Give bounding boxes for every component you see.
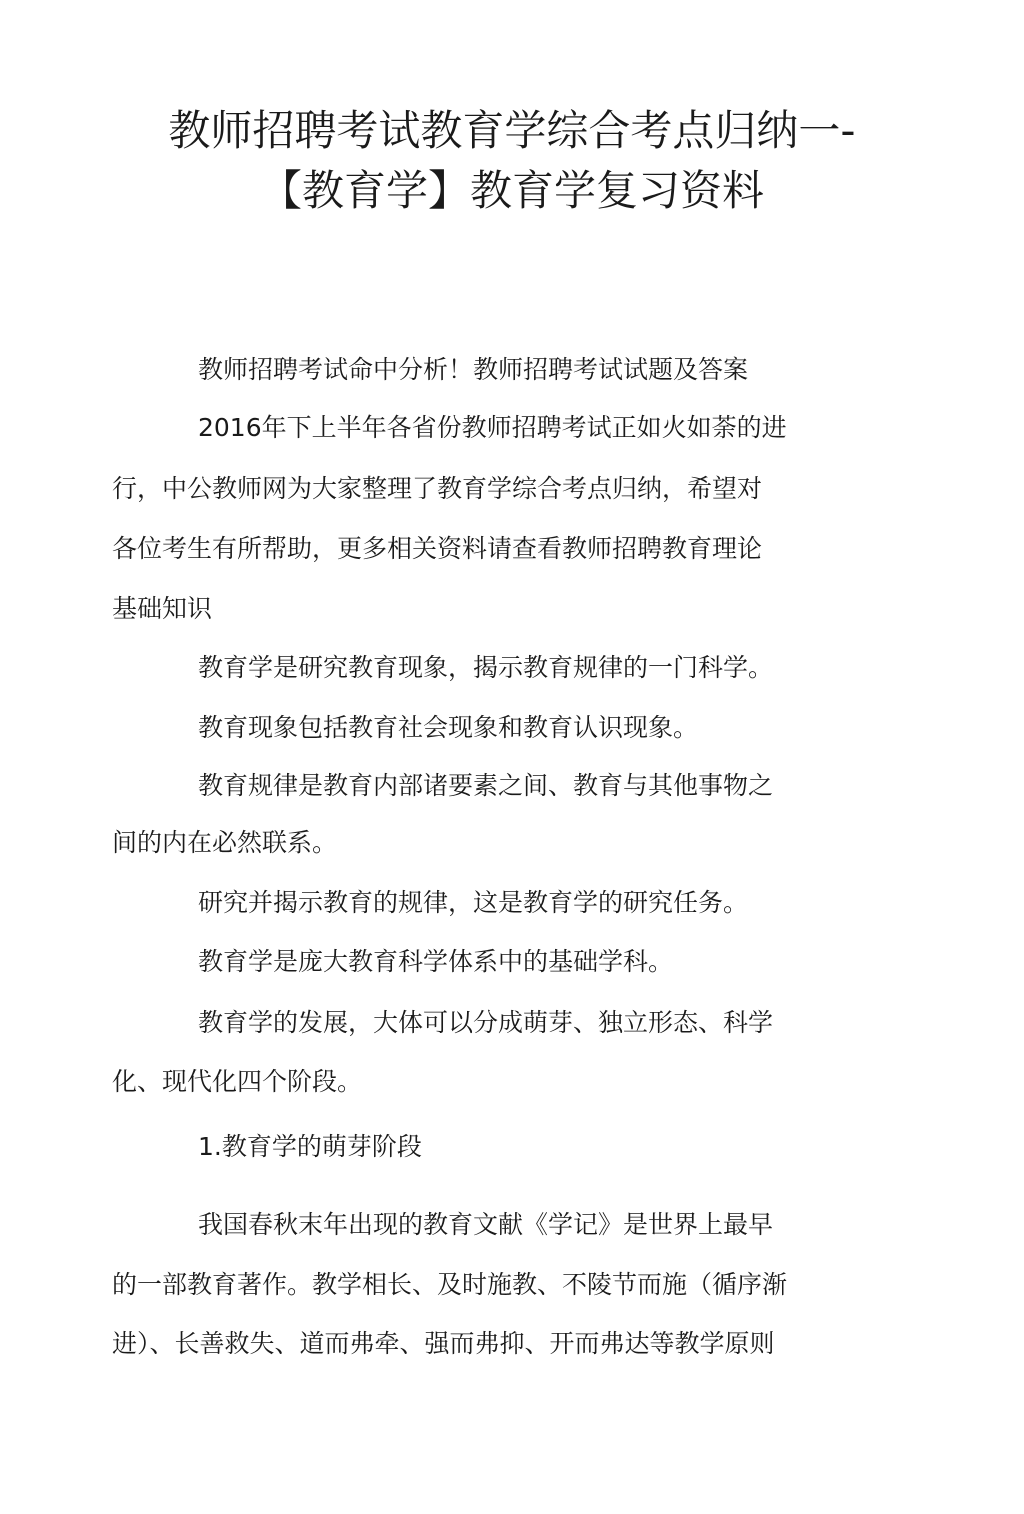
paragraph-line: 教育规律是教育内部诸要素之间、教育与其他事物之 [198, 771, 774, 800]
paragraph-line: 教育现象包括教育社会现象和教育认识现象。 [198, 713, 699, 742]
section-heading: 1.教育学的萌芽阶段 [198, 1132, 422, 1161]
paragraph-line: 基础知识 [112, 594, 213, 623]
paragraph-line: 各位考生有所帮助，更多相关资料请查看教师招聘教育理论 [112, 534, 763, 563]
paragraph-line: 教育学是研究教育现象，揭示教育规律的一门科学。 [198, 653, 774, 682]
paragraph-line: 行，中公教师网为大家整理了教育学综合考点归纳，希望对 [112, 474, 763, 503]
paragraph-line: 研究并揭示教育的规律，这是教育学的研究任务。 [198, 888, 749, 917]
document-title-line-2: 【教育学】教育学复习资料 [259, 166, 764, 215]
paragraph-line: 进）、长善救失、道而弗牵、强而弗抑、开而弗达等教学原则 [112, 1329, 775, 1358]
paragraph-line: 教育学的发展，大体可以分成萌芽、独立形态、科学 [198, 1008, 774, 1037]
document-title-line-1: 教师招聘考试教育学综合考点归纳一- [168, 106, 856, 155]
paragraph-line: 2016年下上半年各省份教师招聘考试正如火如荼的进 [198, 413, 787, 442]
paragraph-line: 我国春秋末年出现的教育文献《学记》是世界上最早 [198, 1210, 774, 1239]
paragraph-line: 教育学是庞大教育科学体系中的基础学科。 [198, 947, 674, 976]
paragraph-line: 化、现代化四个阶段。 [112, 1067, 363, 1096]
paragraph-line: 间的内在必然联系。 [112, 828, 338, 857]
paragraph-line: 教师招聘考试命中分析！教师招聘考试试题及答案 [198, 355, 749, 384]
paragraph-line: 的一部教育著作。教学相长、及时施教、不陵节而施（循序渐 [112, 1270, 788, 1299]
